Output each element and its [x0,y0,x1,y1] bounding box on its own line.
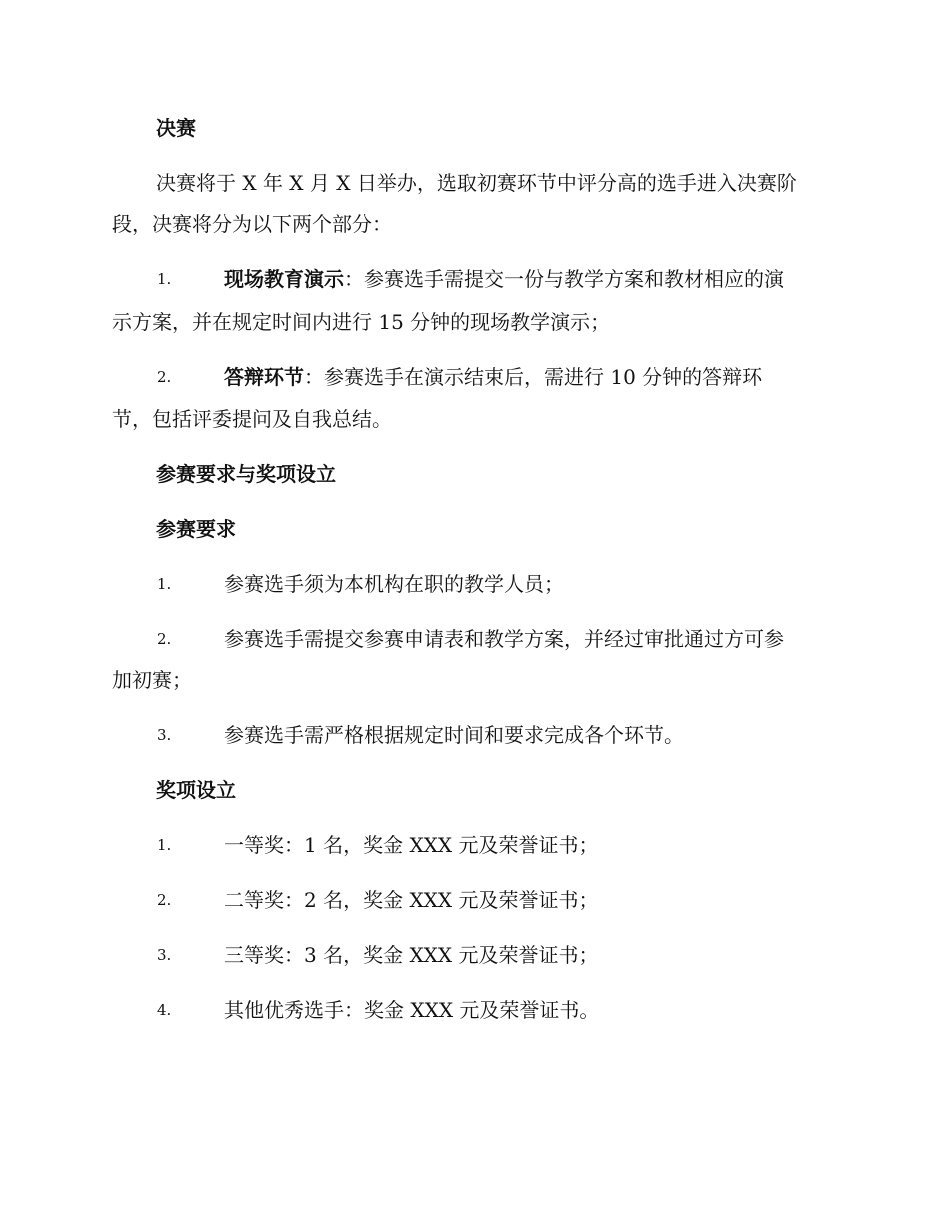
awards-item-4-number: 4. [157,1001,172,1019]
requirements-item-3-number: 3. [157,726,172,744]
requirements-item-1-text: 参赛选手须为本机构在职的教学人员； [224,572,564,596]
final-item-2-title: 答辩环节 [224,365,304,389]
awards-heading: 奖项设立 [156,778,236,802]
final-item-1-number: 1. [157,270,172,288]
requirements-item-2-text: 参赛选手需提交参赛申请表和教学方案，并经过审批通过方可参 [224,627,784,651]
awards-item-2-text: 二等奖：2 名，奖金 XXX 元及荣誉证书； [224,888,599,912]
awards-item-2-number: 2. [157,891,172,909]
final-intro-line-2: 段，决赛将分为以下两个部分： [112,212,392,236]
final-item-1-text: ：参赛选手需提交一份与教学方案和教材相应的演 [344,267,784,291]
final-item-1-line-1 [224,264,784,294]
final-item-1-title: 现场教育演示 [224,267,344,291]
final-item-2-text: ：参赛选手在演示结束后，需进行 10 分钟的答辩环 [304,365,763,389]
final-item-2-line-2: 节，包括评委提问及自我总结。 [112,407,392,431]
awards-item-3-number: 3. [157,946,172,964]
final-intro-line-1: 决赛将于 X 年 X 月 X 日举办，选取初赛环节中评分高的选手进入决赛阶 [156,171,797,195]
awards-item-3-text: 三等奖：3 名，奖金 XXX 元及荣誉证书； [224,943,599,967]
final-item-2-line-1 [224,362,762,392]
final-item-2-number: 2. [157,368,172,386]
awards-item-1-number: 1. [157,836,172,854]
requirements-item-1-number: 1. [157,575,172,593]
awards-item-1-text: 一等奖：1 名，奖金 XXX 元及荣誉证书； [224,833,599,857]
requirements-awards-heading: 参赛要求与奖项设立 [156,462,336,486]
awards-item-4-text: 其他优秀选手：奖金 XXX 元及荣誉证书。 [224,998,600,1022]
requirements-item-3-text: 参赛选手需严格根据规定时间和要求完成各个环节。 [224,723,684,747]
requirements-heading: 参赛要求 [156,517,236,541]
requirements-item-2-line-2: 加初赛； [112,668,192,692]
final-heading: 决赛 [156,116,196,140]
final-item-1-line-2: 示方案，并在规定时间内进行 15 分钟的现场教学演示； [112,310,611,334]
requirements-item-2-number: 2. [157,630,172,648]
